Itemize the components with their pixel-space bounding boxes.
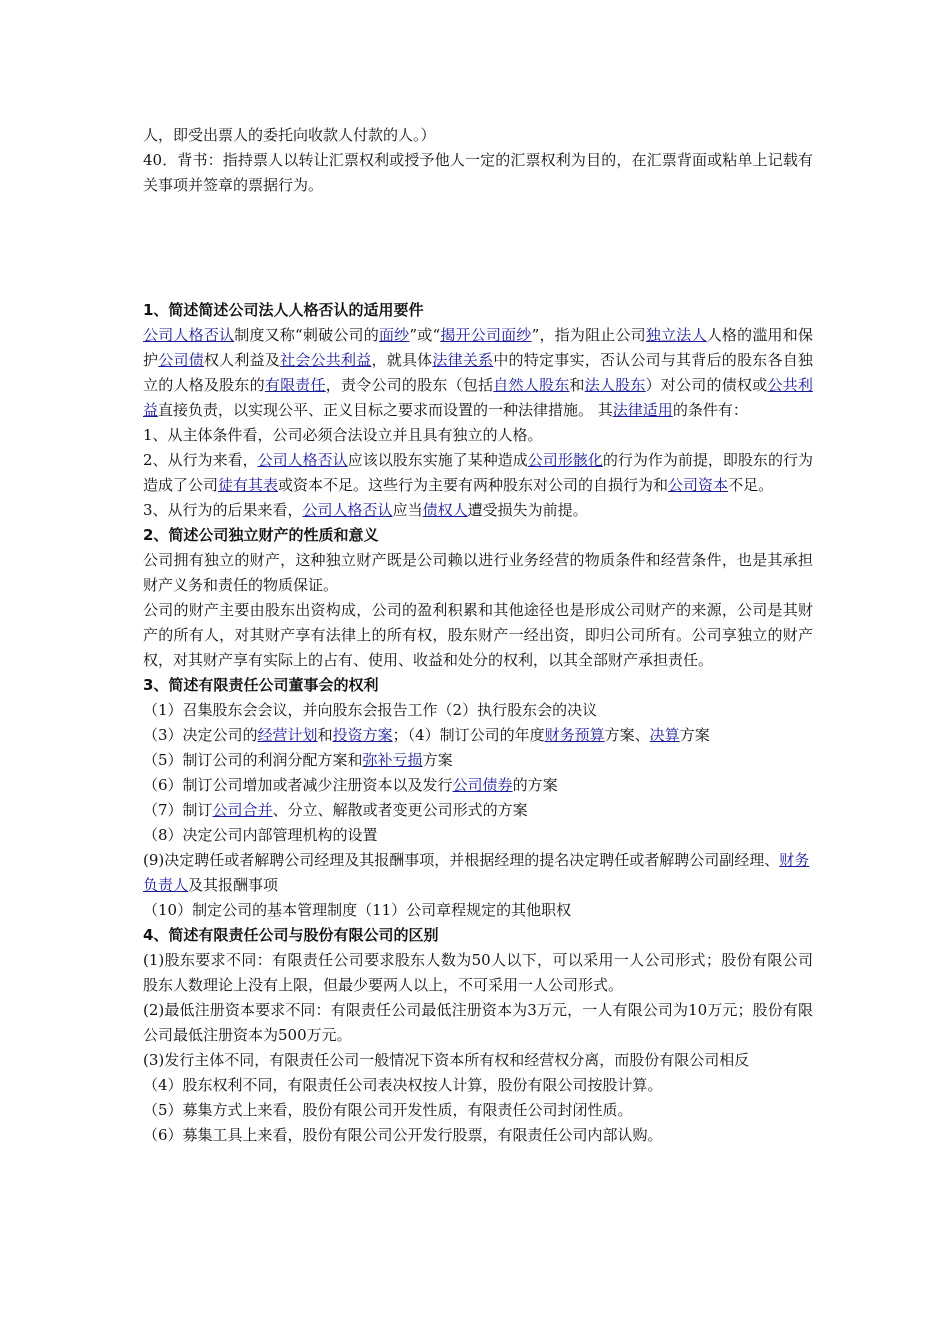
list-item: (2)最低注册资本要求不同：有限责任公司最低注册资本为3万元，一人有限公司为10万元；股份有限公司最低注册资本为500万元。 [143,1001,813,1044]
text-run: （3）决定公司的 [143,726,258,744]
text-run: 或资本不足。这些行为主要有两种股东对公司的自损行为和 [278,476,669,494]
section-1-para-2: 1、从主体条件看，公司必须合法设立并且具有独立的人格。 [143,426,543,444]
hyperlink[interactable]: 决算 [649,726,680,744]
hyperlink[interactable]: 徒有其表 [218,476,279,494]
list-item [143,723,813,748]
text-run: 权人利益及 [203,351,281,369]
text-run: 不足。 [728,476,774,494]
section-2-para-1: 公司拥有独立的财产，这种独立财产既是公司赖以进行业务经营的物质条件和经营条件，也是其承担财产义务和责任的物质保证。 [143,551,813,594]
hyperlink[interactable]: 公司人格否认 [302,501,393,519]
text-run: 的条件有： [672,401,748,419]
text-run: 的方案 [512,776,558,794]
blank-gap [143,198,813,298]
text-run: 方案 [422,751,453,769]
text-run: 3、从行为的后果来看， [143,501,303,519]
hyperlink[interactable]: 公司债 [158,351,204,369]
section-3-list [143,698,813,923]
hyperlink[interactable]: 投资方案 [332,726,393,744]
section-1-para-3 [143,448,813,498]
text-run: （7）制订 [143,801,213,819]
hyperlink[interactable]: 法律适用 [612,401,673,419]
text-run: 和 [569,376,585,394]
section-1-para-4 [143,498,813,523]
document-page [143,123,813,1148]
text-run: （10）制定公司的基本管理制度（11）公司章程规定的其他职权 [143,901,572,919]
hyperlink[interactable]: 债权人 [422,501,468,519]
hyperlink[interactable]: 财务预算 [544,726,605,744]
hyperlink[interactable]: 有限责任 [264,376,326,394]
list-item [143,848,813,898]
section-3-title: 3、简述有限责任公司董事会的权利 [143,676,379,694]
hyperlink[interactable]: 揭开公司面纱 [440,326,532,344]
list-item [143,898,813,923]
section-1-para-1 [143,323,813,423]
hyperlink[interactable]: 独立法人 [645,326,707,344]
text-run: ；（4）制订公司的年度 [392,726,545,744]
hyperlink[interactable]: 公司合并 [212,801,273,819]
text-run: 2、从行为来看， [143,451,258,469]
hyperlink[interactable]: 法律关系 [432,351,494,369]
section-2-para-2: 公司的财产主要由股东出资构成，公司的盈利积累和其他途径也是形成公司财产的来源，公司是其财产的所有人，对其财产享有法律上的所有权，股东财产一经出资，即归公司所有。公司享独立的财产权，对其财产享有实际上的占有、使用、收益和处分的权利，以其全部财产承担责任。 [143,601,813,669]
list-item [143,698,813,723]
text-run: （8）决定公司内部管理机构的设置 [143,826,378,844]
list-item: （6）募集工具上来看，股份有限公司公开发行股票，有限责任公司内部认购。 [143,1126,663,1144]
hyperlink[interactable]: 经营计划 [257,726,318,744]
paragraph-continuation: 人，即受出票人的委托向收款人付款的人。） [143,126,436,144]
list-item [143,823,813,848]
text-run: 直接负责，以实现公平、正义目标之要求而设置的一种法律措施。 其 [158,401,613,419]
section-2-title: 2、简述公司独立财产的性质和意义 [143,526,379,544]
hyperlink[interactable]: 法人股东 [584,376,646,394]
text-run: 、分立、解散或者变更公司形式的方案 [272,801,528,819]
text-run: 制度又称“刺破公司的 [234,326,379,344]
list-item [143,798,813,823]
hyperlink[interactable]: 社会公共利益 [280,351,372,369]
text-run: 人格的滥用和保护 [143,326,813,369]
hyperlink[interactable]: 自然人股东 [493,376,570,394]
text-run: (9)决定聘任或者解聘公司经理及其报酬事项，并根据经理的提名决定聘任或者解聘公司副经理、 [143,851,780,869]
text-run: ，就具体 [371,351,433,369]
section-4-title: 4、简述有限责任公司与股份有限公司的区别 [143,926,439,944]
list-item: (1)股东要求不同：有限责任公司要求股东人数为50人以下，可以采用一人公司形式；股份有限公司股东人数理论上没有上限，但最少要两人以上，不可采用一人公司形式。 [143,951,813,994]
list-item: （4）股东权利不同，有限责任公司表决权按人计算，股份有限公司按股计算。 [143,1076,663,1094]
list-item [143,748,813,773]
text-run: 遭受损失为前提。 [467,501,588,519]
list-item: （5）募集方式上来看，股份有限公司开发性质，有限责任公司封闭性质。 [143,1101,633,1119]
text-run: ”或“ [409,326,441,344]
text-run: （1）召集股东会会议，并向股东会报告工作（2）执行股东会的决议 [143,701,598,719]
hyperlink[interactable]: 公司形骸化 [527,451,603,469]
section-4-list [143,948,813,1148]
text-run: 的行为作为前提，即股东的行为造成了公司 [143,451,813,494]
hyperlink[interactable]: 弥补亏损 [362,751,423,769]
hyperlink[interactable]: 公司人格否认 [257,451,348,469]
text-run: 应该以股东实施了某种造成 [347,451,528,469]
text-run: 及其报酬事项 [188,876,279,894]
text-run: 方案 [679,726,710,744]
text-run: ）对公司的债权或 [645,376,768,394]
section-1-title: 1、简述简述公司法人人格否认的适用要件 [143,301,424,319]
text-run: （5）制订公司的利润分配方案和 [143,751,363,769]
hyperlink[interactable]: 公共利益 [143,376,813,419]
hyperlink[interactable]: 公司债券 [452,776,513,794]
hyperlink[interactable]: 财务负责人 [143,851,810,894]
text-run: （6）制订公司增加或者减少注册资本以及发行 [143,776,453,794]
text-run: 和 [317,726,333,744]
text-run: 中的特定事实，否认公司与其背后的股东各自独立的人格及股东的 [143,351,813,394]
paragraph-endorsement: 40．背书：指持票人以转让汇票权利或授予他人一定的汇票权利为目的，在汇票背面或粘单上记载有关事项并签章的票据行为。 [143,151,813,194]
text-run: ，责令公司的股东（包括 [325,376,494,394]
list-item [143,773,813,798]
text-run: ”，指为阻止公司 [531,326,646,344]
text-run: 方案、 [604,726,650,744]
text-run: 应当 [392,501,423,519]
list-item: (3)发行主体不同，有限责任公司一般情况下资本所有权和经营权分离，而股份有限公司相反 [143,1051,750,1069]
hyperlink[interactable]: 公司资本 [668,476,729,494]
hyperlink[interactable]: 面纱 [378,326,410,344]
hyperlink[interactable]: 公司人格否认 [143,326,235,344]
